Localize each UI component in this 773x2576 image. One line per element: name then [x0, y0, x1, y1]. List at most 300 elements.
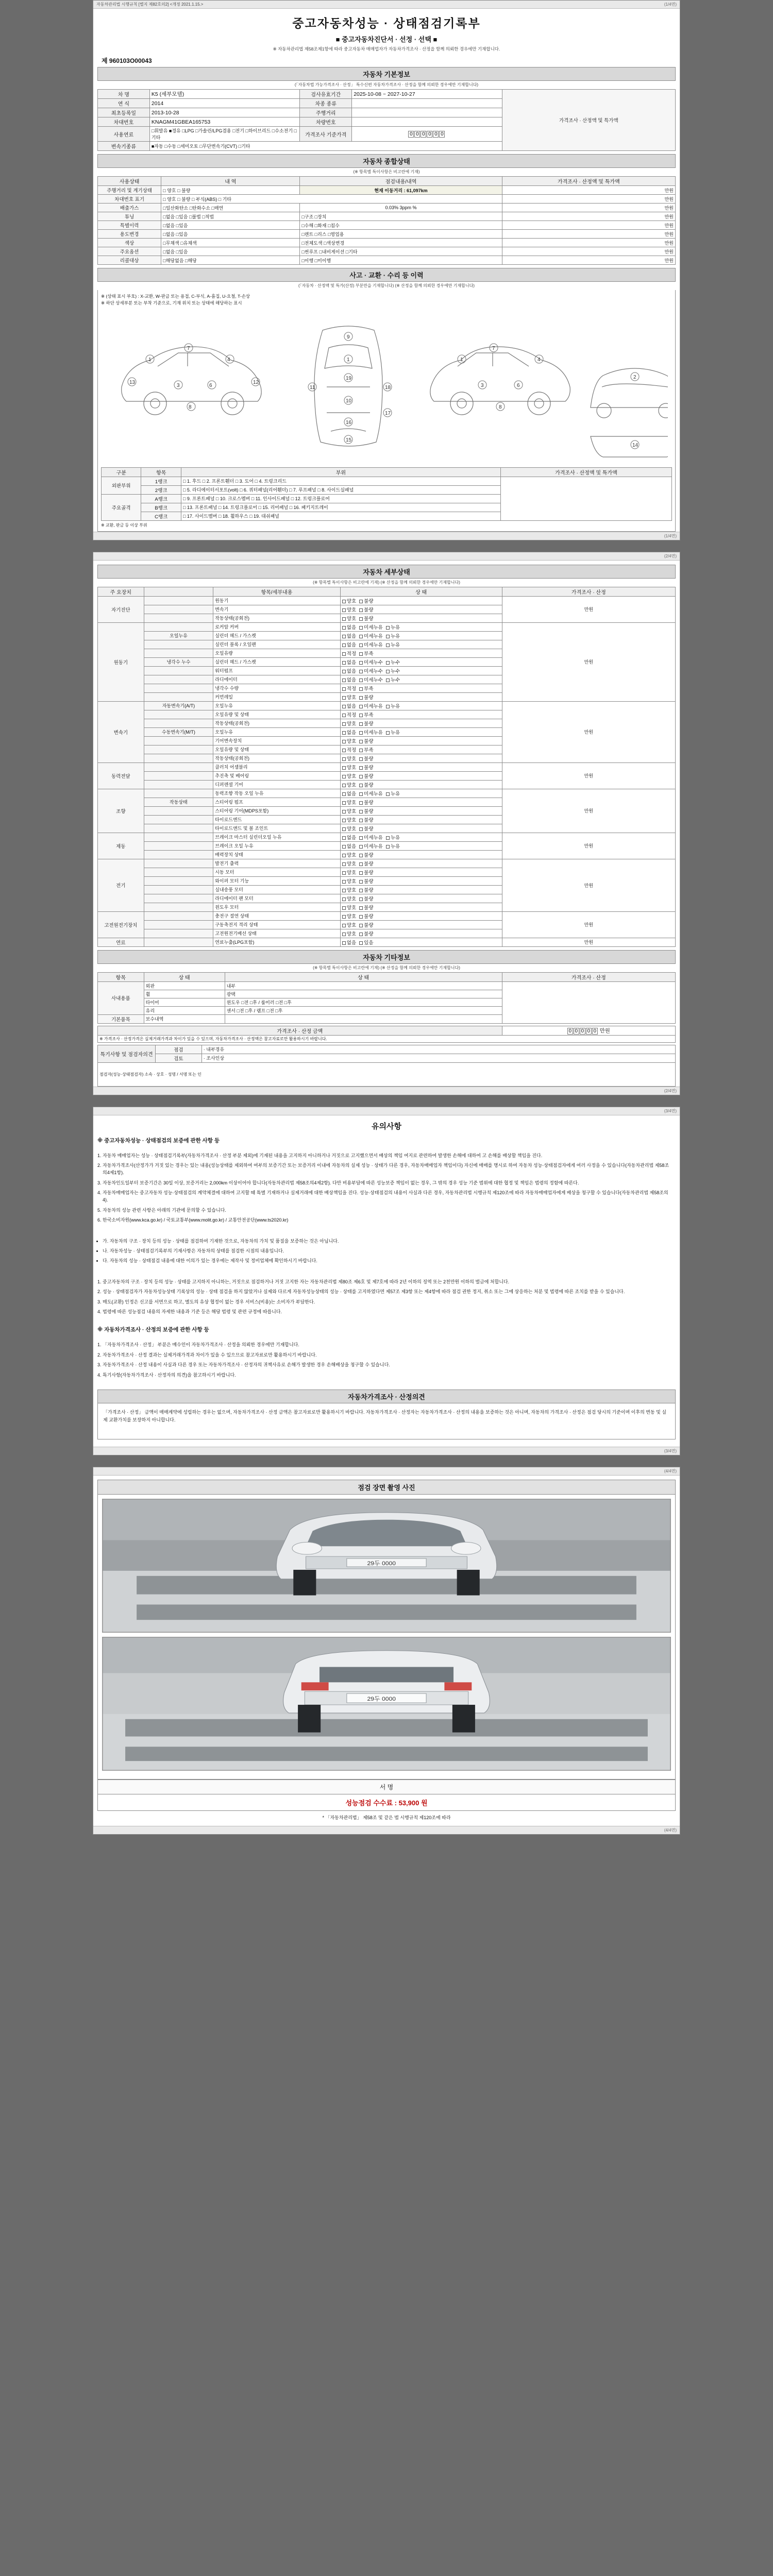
checkbox-option[interactable]: 없음	[342, 790, 356, 797]
checkbox-icon[interactable]	[359, 714, 363, 717]
checkbox-option[interactable]: 불량	[359, 825, 373, 832]
detail-table-body	[98, 596, 676, 946]
detail-item-options[interactable]	[340, 789, 502, 798]
detail-item-options[interactable]	[340, 745, 502, 754]
row-mid: □ 양호 □ 불량 □ 부식(ABS) □ 기타	[161, 195, 502, 204]
checkbox-icon[interactable]	[342, 933, 346, 936]
checkbox-icon[interactable]	[359, 608, 363, 612]
checkbox-icon[interactable]	[359, 749, 363, 752]
checkbox-icon[interactable]	[342, 722, 346, 726]
checkbox-icon[interactable]	[359, 819, 363, 822]
checkbox-option[interactable]: 불량	[359, 930, 373, 937]
checkbox-icon[interactable]	[342, 810, 346, 814]
checkbox-option[interactable]: 불량	[359, 764, 373, 771]
etc-row-label: 외판	[144, 981, 225, 990]
table-row	[98, 596, 676, 605]
checkbox-option[interactable]: 미세누유	[359, 790, 383, 797]
checkbox-icon[interactable]	[342, 617, 346, 621]
svg-text:1: 1	[460, 357, 463, 363]
checkbox-option[interactable]: 양호	[342, 764, 356, 771]
checkbox-option[interactable]: 불량	[359, 693, 373, 701]
page-mark: (3/4면)	[664, 1108, 677, 1113]
checkbox-option[interactable]: 양호	[342, 912, 356, 920]
checkbox-icon[interactable]	[342, 749, 346, 752]
checkbox-icon[interactable]	[359, 652, 363, 656]
checkbox-icon[interactable]	[342, 862, 346, 866]
detail-item-options[interactable]	[340, 911, 502, 920]
detail-item-options[interactable]	[340, 920, 502, 929]
checkbox-icon[interactable]	[342, 801, 346, 805]
detail-item-options[interactable]	[340, 868, 502, 876]
detail-item-label: 실린더 헤드 / 가스켓	[213, 631, 341, 640]
section-opinion-header: 자동차가격조사 · 산정의견	[97, 1389, 676, 1403]
checkbox-icon[interactable]	[342, 784, 346, 787]
detail-item-label: 연료누출(LPG포함)	[213, 938, 341, 946]
svg-text:3: 3	[177, 382, 180, 388]
detail-item-options[interactable]	[340, 815, 502, 824]
checkbox-icon[interactable]	[386, 705, 390, 708]
detail-subgroup-label	[144, 622, 213, 631]
etc-table	[97, 972, 676, 1024]
checkbox-icon[interactable]	[342, 626, 346, 630]
checkbox-option[interactable]: 부족	[359, 685, 373, 692]
checkbox-option[interactable]: 부족	[359, 746, 373, 753]
row-label: 차대번호 표기	[98, 195, 161, 204]
checkbox-icon[interactable]	[342, 906, 346, 910]
checkbox-icon[interactable]	[342, 705, 346, 708]
checkbox-icon[interactable]	[359, 836, 363, 840]
checkbox-option[interactable]: 양호	[342, 597, 356, 604]
checkbox-icon[interactable]	[359, 722, 363, 726]
etc-row-label: 보수내역	[144, 1014, 225, 1023]
detail-item-options[interactable]	[340, 841, 502, 850]
checkbox-option[interactable]: 있음	[359, 939, 373, 946]
row-rank: B랭크	[141, 503, 181, 512]
checkbox-icon[interactable]	[359, 827, 363, 831]
checkbox-option[interactable]: 불량	[359, 851, 373, 858]
detail-item-options[interactable]	[340, 649, 502, 657]
detail-item-options[interactable]	[340, 859, 502, 868]
checkbox-icon[interactable]	[386, 836, 390, 840]
checkbox-icon[interactable]	[359, 845, 363, 849]
checkbox-icon[interactable]	[342, 731, 346, 735]
detail-item-options[interactable]	[340, 780, 502, 789]
checkbox-icon[interactable]	[342, 889, 346, 892]
detail-item-options[interactable]	[340, 640, 502, 649]
checkbox-option[interactable]: 미세누유	[359, 842, 383, 850]
notice-item: 1. 자동차 매매업자는 성능 · 상태점검기록부(자동차가격조사 · 산정 부분 제외)에 기재된 내용을 고지하지 아니하거나 거짓으로 고지했으면서 배상의 책임 여지로 관련하여 발생한 손해에 대하여 고 손해를 배상할 책임을 진다.	[103, 1152, 670, 1159]
detail-price-cell: 만원	[502, 938, 675, 946]
sum-label: 가격조사 · 산정 금액	[98, 1026, 502, 1035]
checkbox-option[interactable]: 없음	[342, 728, 356, 736]
checkbox-option[interactable]: 불량	[359, 615, 373, 622]
detail-item-options[interactable]	[340, 762, 502, 771]
checkbox-icon[interactable]	[359, 766, 363, 770]
checkbox-option[interactable]: 미세누수	[359, 658, 383, 666]
checkbox-option[interactable]: 없음	[342, 632, 356, 639]
checkbox-icon[interactable]	[342, 819, 346, 822]
checkbox-icon[interactable]	[359, 915, 363, 919]
checkbox-option[interactable]: 불량	[359, 921, 373, 928]
detail-item-label: 타이로드앤드 및 볼 조인트	[213, 824, 341, 833]
checkbox-icon[interactable]	[386, 731, 390, 735]
detail-subgroup-label	[144, 719, 213, 727]
checkbox-option[interactable]: 없음	[342, 623, 356, 631]
detail-item-options[interactable]	[340, 938, 502, 946]
checkbox-icon[interactable]	[342, 757, 346, 761]
checkbox-option[interactable]: 누수	[386, 676, 400, 683]
detail-item-options[interactable]	[340, 833, 502, 841]
detail-item-options[interactable]	[340, 605, 502, 614]
checkbox-option[interactable]: 없음	[342, 658, 356, 666]
row-mid: □무채색 □유채색	[161, 239, 300, 247]
checkbox-icon[interactable]	[359, 933, 363, 936]
page-mark-footer: (3/4면)	[664, 1448, 677, 1453]
checkbox-option[interactable]: 불량	[359, 816, 373, 823]
checkbox-option[interactable]: 누수	[386, 667, 400, 674]
checkbox-option[interactable]: 없음	[342, 667, 356, 674]
checkbox-icon[interactable]	[342, 854, 346, 857]
checkbox-option[interactable]: 누수	[386, 658, 400, 666]
notice-item: 4. 특기사항(자동차가격조사 · 산정자의 의견)을 참고하시기 바랍니다.	[103, 1371, 670, 1379]
checkbox-option[interactable]: 없음	[342, 842, 356, 850]
notice-item: 6. 한국소비자원(www.kca.go.kr) / 국토교통부(www.molit.go.kr) / 교통안전공단(www.ts2020.kr)	[103, 1216, 670, 1224]
svg-text:15: 15	[346, 437, 352, 443]
detail-item-options[interactable]	[340, 692, 502, 701]
checkbox-icon[interactable]	[359, 889, 363, 892]
notice-item: 3. 매도(교환) 인정은 신고를 서면으로 하고, 별도의 유상 협정이 없는 경우 서비스(비용)는 소비자가 부담한다.	[103, 1298, 670, 1306]
detail-item-options[interactable]	[340, 894, 502, 903]
checkbox-icon[interactable]	[359, 643, 363, 647]
checkbox-icon[interactable]	[342, 845, 346, 849]
detail-item-options[interactable]	[340, 666, 502, 675]
checkbox-option[interactable]: 부족	[359, 711, 373, 718]
detail-item-options[interactable]	[340, 614, 502, 622]
checkbox-option[interactable]: 없음	[342, 641, 356, 648]
checkbox-icon[interactable]	[359, 617, 363, 621]
checkbox-option[interactable]: 없음	[342, 834, 356, 841]
checkbox-option[interactable]: 불량	[359, 755, 373, 762]
checkbox-option[interactable]: 양호	[342, 904, 356, 911]
checkbox-icon[interactable]	[359, 731, 363, 735]
sum-value: 0 0 0 0 0 만원	[502, 1026, 675, 1035]
checkbox-icon[interactable]	[359, 880, 363, 884]
checkbox-option[interactable]: 양호	[342, 825, 356, 832]
detail-item-options[interactable]	[340, 596, 502, 605]
page-mark: (2/4면)	[664, 553, 677, 558]
checkbox-option[interactable]: 불량	[359, 886, 373, 893]
checkbox-option[interactable]: 양호	[342, 895, 356, 902]
cell-value	[352, 108, 502, 117]
checkbox-icon[interactable]	[342, 635, 346, 638]
checkbox-icon[interactable]	[342, 696, 346, 700]
checkbox-icon[interactable]	[359, 679, 363, 682]
checkbox-icon[interactable]	[386, 661, 390, 665]
checkbox-option[interactable]: 불량	[359, 860, 373, 867]
checkbox-option[interactable]: 양호	[342, 606, 356, 613]
checkbox-option[interactable]: 누유	[386, 834, 400, 841]
detail-item-options[interactable]	[340, 701, 502, 710]
checkbox-icon[interactable]	[342, 600, 346, 603]
table-row	[98, 622, 676, 631]
checkbox-option[interactable]: 미세누수	[359, 667, 383, 674]
detail-subgroup-label	[144, 911, 213, 920]
checkbox-icon[interactable]	[359, 871, 363, 875]
checkbox-icon[interactable]	[342, 661, 346, 665]
fee-value: 53,900 원	[398, 1799, 428, 1807]
checkbox-icon[interactable]	[342, 827, 346, 831]
detail-item-options[interactable]	[340, 710, 502, 719]
checkbox-option[interactable]: 양호	[342, 877, 356, 885]
checkbox-icon[interactable]	[342, 714, 346, 717]
checkbox-icon[interactable]	[386, 845, 390, 849]
checkbox-icon[interactable]	[342, 792, 346, 796]
checkbox-icon[interactable]	[386, 635, 390, 638]
detail-subgroup-label	[144, 692, 213, 701]
checkbox-icon[interactable]	[359, 792, 363, 796]
checkbox-option[interactable]: 미세누수	[359, 676, 383, 683]
checkbox-option[interactable]: 불량	[359, 799, 373, 806]
checkbox-option[interactable]: 양호	[342, 807, 356, 815]
section-etc-subnote: (※ 항목별 특이사항은 비고란에 기재) (※ 산정을 함께 의뢰한 경우에만 기재합니다)	[313, 965, 460, 970]
detail-item-options[interactable]	[340, 631, 502, 640]
row-label: 배출가스	[98, 204, 161, 212]
checkbox-option[interactable]: 없음	[342, 702, 356, 709]
col-head: 상 태	[340, 587, 502, 596]
checkbox-option[interactable]: 양호	[342, 737, 356, 744]
checkbox-icon[interactable]	[359, 862, 363, 866]
svg-text:6: 6	[209, 382, 212, 388]
checkbox-option[interactable]: 양호	[342, 869, 356, 876]
checkbox-icon[interactable]	[342, 608, 346, 612]
row-parts: □ 1. 후드 □ 2. 프론트휀더 □ 3. 도어 □ 4. 트렁크리드	[181, 477, 500, 485]
detail-item-options[interactable]	[340, 824, 502, 833]
page-4-topbar	[93, 1467, 680, 1476]
checkbox-icon[interactable]	[359, 906, 363, 910]
checkbox-icon[interactable]	[359, 661, 363, 665]
checkbox-option[interactable]: 양호	[342, 921, 356, 928]
checkbox-option[interactable]: 양호	[342, 816, 356, 823]
checkbox-icon[interactable]	[342, 836, 346, 840]
page-2-footer	[93, 1087, 680, 1095]
checkbox-option[interactable]: 없음	[342, 676, 356, 683]
checkbox-option[interactable]: 누유	[386, 702, 400, 709]
svg-text:9: 9	[347, 334, 350, 340]
detail-subgroup-label	[144, 885, 213, 894]
accident-parts-table	[101, 467, 672, 521]
checkbox-icon[interactable]	[342, 880, 346, 884]
detail-item-options[interactable]	[340, 903, 502, 911]
checkbox-icon[interactable]	[342, 643, 346, 647]
page-3	[93, 1107, 680, 1455]
checkbox-icon[interactable]	[359, 924, 363, 927]
checkbox-option[interactable]: 양호	[342, 772, 356, 779]
checkbox-option[interactable]: 적정	[342, 746, 356, 753]
row-price: 만원	[502, 247, 675, 256]
detail-item-options[interactable]	[340, 727, 502, 736]
detail-item-options[interactable]	[340, 798, 502, 806]
detail-item-options[interactable]	[340, 719, 502, 727]
row-label: 용도변경	[98, 230, 161, 239]
checkbox-option[interactable]: 미세누유	[359, 702, 383, 709]
checkbox-option[interactable]: 불량	[359, 904, 373, 911]
checkbox-icon[interactable]	[359, 854, 363, 857]
row-group: 외판부위	[102, 477, 141, 494]
notice-item: 3. 자동차가격조사 · 산정 내용이 사실과 다른 경우 또는 자동차가격조사 · 산정자의 귀책사유로 손해가 발생한 경우 손해배상을 청구할 수 있습니다.	[103, 1361, 670, 1368]
checkbox-option[interactable]: 불량	[359, 606, 373, 613]
checkbox-icon[interactable]	[342, 941, 346, 945]
checkbox-icon[interactable]	[359, 696, 363, 700]
detail-subgroup-label	[144, 614, 213, 622]
checkbox-icon[interactable]	[359, 775, 363, 778]
svg-text:1: 1	[347, 357, 350, 363]
detail-item-options[interactable]	[340, 929, 502, 938]
detail-item-label: 배력장치 상태	[213, 850, 341, 859]
detail-price-cell: 만원	[502, 762, 675, 789]
checkbox-icon[interactable]	[342, 915, 346, 919]
checkbox-option[interactable]: 양호	[342, 860, 356, 867]
checkbox-icon[interactable]	[359, 635, 363, 638]
detail-item-label: 스티어링 펌프	[213, 798, 341, 806]
checkbox-icon[interactable]	[359, 626, 363, 630]
checkbox-icon[interactable]	[359, 810, 363, 814]
table-row	[98, 859, 676, 868]
detail-subgroup-label	[144, 736, 213, 745]
row-label: 특별이력	[98, 221, 161, 230]
checkbox-option[interactable]: 누유	[386, 623, 400, 631]
detail-item-options[interactable]	[340, 736, 502, 745]
checkbox-option[interactable]: 불량	[359, 597, 373, 604]
checkbox-option[interactable]: 누유	[386, 641, 400, 648]
checkbox-icon[interactable]	[359, 600, 363, 603]
checkbox-icon[interactable]	[386, 626, 390, 630]
col-head: 가격조사 · 산정	[502, 972, 675, 981]
detail-item-options[interactable]	[340, 850, 502, 859]
page-mark-footer: (4/4면)	[664, 1827, 677, 1833]
checkbox-option[interactable]: 양호	[342, 930, 356, 937]
checkbox-icon[interactable]	[342, 775, 346, 778]
checkbox-option[interactable]: 적정	[342, 650, 356, 657]
detail-subgroup-label: 오일누유	[144, 631, 213, 640]
checkbox-icon[interactable]	[359, 705, 363, 708]
detail-item-options[interactable]	[340, 876, 502, 885]
detail-price-cell: 만원	[502, 833, 675, 859]
checkbox-option[interactable]: 불량	[359, 720, 373, 727]
detail-item-label: 오일유량 및 상태	[213, 745, 341, 754]
etc-row-state	[225, 1014, 502, 1023]
remark-key: 점검	[156, 1045, 202, 1054]
checkbox-icon[interactable]	[342, 740, 346, 743]
notice-item: 4. 자동차매매업자는 중고자동차 성능·상태점검의 계약체결에 대하여 고지할 때 특별 기재하거나 실제거래에 대한 배상책임을 진다. 성능·상태점검의 내용이 사실과 다른 경우, 자동차관리법 시행규칙 제120조에 따라 자동차매매업자에게 배상을 청구할 수 있습니다(자동차관리법 제58조의4).	[103, 1189, 670, 1204]
checkbox-icon[interactable]	[359, 740, 363, 743]
checkbox-option[interactable]: 양호	[342, 851, 356, 858]
checkbox-icon[interactable]	[359, 784, 363, 787]
checkbox-icon[interactable]	[359, 757, 363, 761]
checkbox-option[interactable]: 누유	[386, 790, 400, 797]
checkbox-option[interactable]: 불량	[359, 737, 373, 744]
checkbox-icon[interactable]	[359, 941, 363, 945]
checkbox-option[interactable]: 양호	[342, 755, 356, 762]
svg-text:4: 4	[227, 357, 230, 363]
checkbox-option[interactable]: 양호	[342, 693, 356, 701]
document-title-note: ※ 자동차관리법 제58조제1항에 따라 중고자동차 매매업자가 자동차가격조사 · 산정을 함께 의뢰한 경우에만 기재합니다.	[273, 46, 500, 52]
checkbox-icon[interactable]	[386, 679, 390, 682]
checkbox-option[interactable]: 미세누유	[359, 728, 383, 736]
col-head: 구분	[102, 467, 141, 477]
checkbox-option[interactable]: 양호	[342, 781, 356, 788]
page-3-topbar	[93, 1107, 680, 1115]
detail-item-options[interactable]	[340, 771, 502, 780]
checkbox-icon[interactable]	[342, 924, 346, 927]
detail-item-options[interactable]	[340, 754, 502, 762]
checkbox-icon[interactable]	[342, 871, 346, 875]
checkbox-option[interactable]: 부족	[359, 650, 373, 657]
detail-group-label: 조향	[98, 789, 144, 833]
checkbox-icon[interactable]	[342, 670, 346, 673]
checkbox-icon[interactable]	[359, 801, 363, 805]
checkbox-icon[interactable]	[359, 670, 363, 673]
detail-item-options[interactable]	[340, 885, 502, 894]
row-detail: □렌트 □리스 □영업용	[300, 230, 502, 239]
etc-row-label: 타이어	[144, 998, 225, 1006]
checkbox-option[interactable]: 양호	[342, 615, 356, 622]
detail-item-options[interactable]	[340, 806, 502, 815]
detail-item-options[interactable]	[340, 675, 502, 684]
checkbox-option[interactable]: 미세누유	[359, 623, 383, 631]
detail-item-options[interactable]	[340, 684, 502, 692]
checkbox-icon[interactable]	[386, 792, 390, 796]
checkbox-option[interactable]: 양호	[342, 799, 356, 806]
checkbox-option[interactable]: 양호	[342, 886, 356, 893]
cell-label: 차종 종류	[300, 99, 352, 108]
checkbox-option[interactable]: 불량	[359, 807, 373, 815]
detail-item-options[interactable]	[340, 657, 502, 666]
photo-section-title: 점검 장면 촬영 사진	[97, 1480, 676, 1495]
checkbox-option[interactable]: 적정	[342, 711, 356, 718]
checkbox-option[interactable]: 불량	[359, 912, 373, 920]
checkbox-option[interactable]: 미세누유	[359, 834, 383, 841]
checkbox-option[interactable]: 없음	[342, 939, 356, 946]
detail-item-options[interactable]	[340, 622, 502, 631]
checkbox-option[interactable]: 누유	[386, 632, 400, 639]
checkbox-icon[interactable]	[359, 897, 363, 901]
row-rank: 1랭크	[141, 477, 181, 485]
checkbox-option[interactable]: 불량	[359, 877, 373, 885]
checkbox-icon[interactable]	[342, 897, 346, 901]
detail-subgroup-label: 작동상태	[144, 798, 213, 806]
detail-item-label: 타이로드엔드	[213, 815, 341, 824]
checkbox-icon[interactable]	[386, 643, 390, 647]
detail-price-cell: 만원	[502, 622, 675, 701]
checkbox-option[interactable]: 누유	[386, 728, 400, 736]
checkbox-option[interactable]: 적정	[342, 685, 356, 692]
checkbox-option[interactable]: 누유	[386, 842, 400, 850]
checkbox-icon[interactable]	[342, 679, 346, 682]
checkbox-icon[interactable]	[359, 687, 363, 691]
checkbox-icon[interactable]	[386, 670, 390, 673]
checkbox-option[interactable]: 불량	[359, 772, 373, 779]
cell-value: KNAGM41GBEA165753	[149, 117, 299, 127]
checkbox-option[interactable]: 불량	[359, 895, 373, 902]
checkbox-icon[interactable]	[342, 687, 346, 691]
checkbox-option[interactable]: 미세누유	[359, 641, 383, 648]
checkbox-option[interactable]: 미세누유	[359, 632, 383, 639]
checkbox-icon[interactable]	[342, 652, 346, 656]
checkbox-option[interactable]: 양호	[342, 720, 356, 727]
checkbox-icon[interactable]	[342, 766, 346, 770]
checkbox-option[interactable]: 불량	[359, 781, 373, 788]
checkbox-option[interactable]: 불량	[359, 869, 373, 876]
